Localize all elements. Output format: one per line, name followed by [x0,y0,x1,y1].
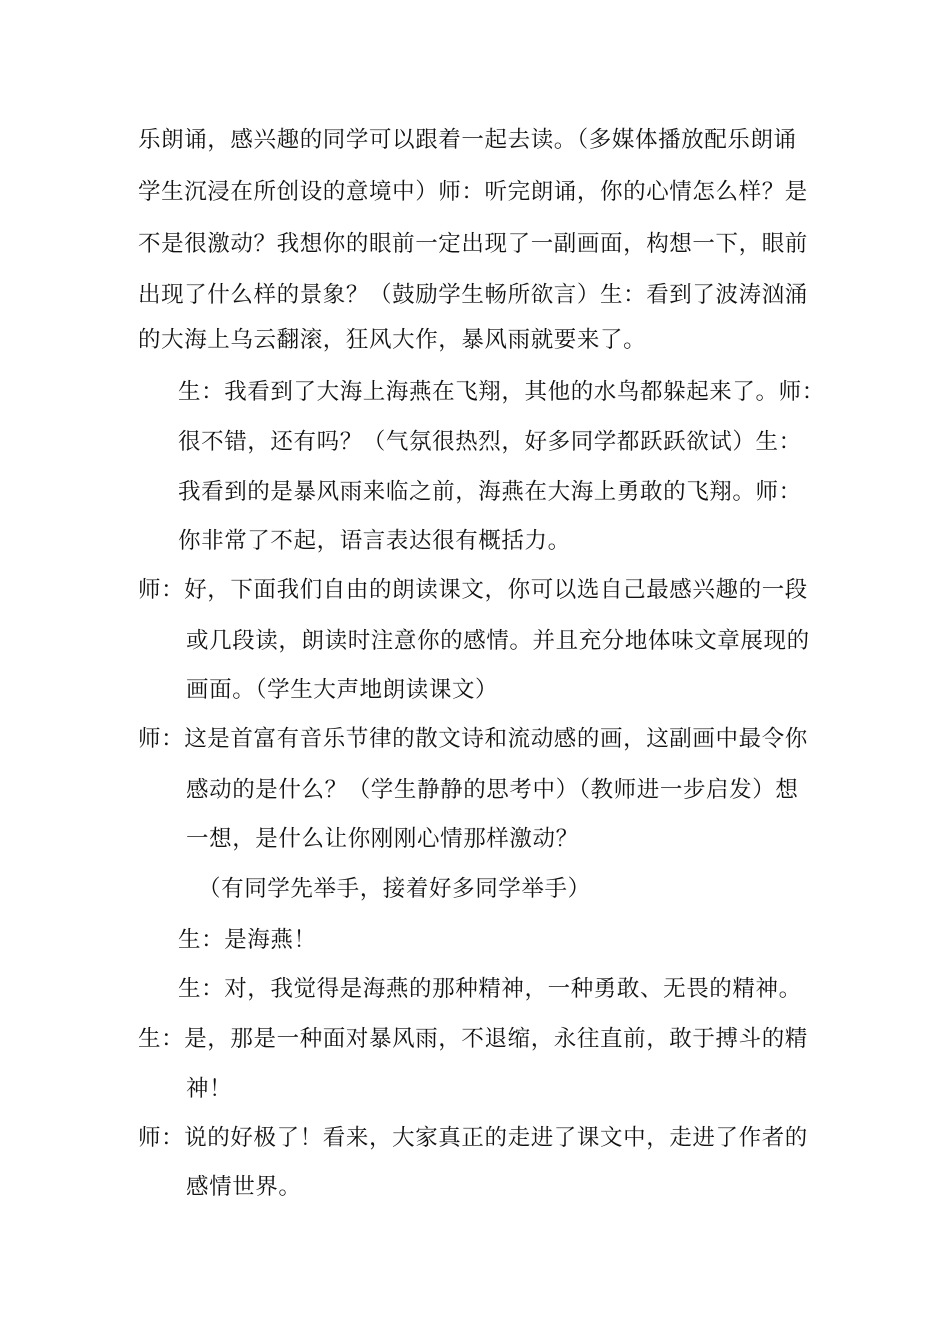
text-line: 出现了什么样的景象？（鼓励学生畅所欲言）生：看到了波涛汹涌 [138,282,808,308]
text-line: 师：好，下面我们自由的朗读课文，你可以选自己最感兴趣的一段 [138,577,808,603]
text-line: 生：对，我觉得是海燕的那种精神，一种勇敢、无畏的精神。 [178,976,802,1002]
text-line: 或几段读，朗读时注意你的感情。并且充分地体味文章展现的 [186,628,810,654]
text-line: 感动的是什么？（学生静静的思考中）（教师进一步启发）想 [186,777,799,803]
text-line: 你非常了不起，语言表达很有概括力。 [178,528,571,554]
text-line: 生：是，那是一种面对暴风雨，不退缩，永往直前，敢于搏斗的精 [138,1026,808,1052]
text-line: 感情世界。 [186,1174,302,1200]
text-line: 师：这是首富有音乐节律的散文诗和流动感的画，这副画中最令你 [138,726,808,752]
text-line: 很不错，还有吗？（气氛很热烈，好多同学都跃跃欲试）生： [178,429,802,455]
text-line: 师：说的好极了！看来，大家真正的走进了课文中，走进了作者的 [138,1125,808,1151]
text-line: 一想，是什么让你刚刚心情那样激动？ [186,826,579,852]
text-line: 学生沉浸在所创设的意境中）师：听完朗诵，你的心情怎么样？是 [138,179,808,205]
text-line: 不是很激动？我想你的眼前一定出现了一副画面，构想一下，眼前 [138,231,808,257]
text-line: 我看到的是暴风雨来临之前，海燕在大海上勇敢的飞翔。师： [178,479,802,505]
text-line: （有同学先举手，接着好多同学举手） [198,876,591,902]
text-line: 画面。（学生大声地朗读课文） [186,677,499,703]
text-line: 生：是海燕！ [178,927,317,953]
text-line: 乐朗诵，感兴趣的同学可以跟着一起去读。（多媒体播放配乐朗诵 [138,127,797,153]
text-line: 的大海上乌云翻滚，狂风大作，暴风雨就要来了。 [138,327,647,353]
text-line: 神！ [186,1076,233,1102]
text-line: 生：我看到了大海上海燕在飞翔，其他的水鸟都躲起来了。师： [178,379,825,405]
